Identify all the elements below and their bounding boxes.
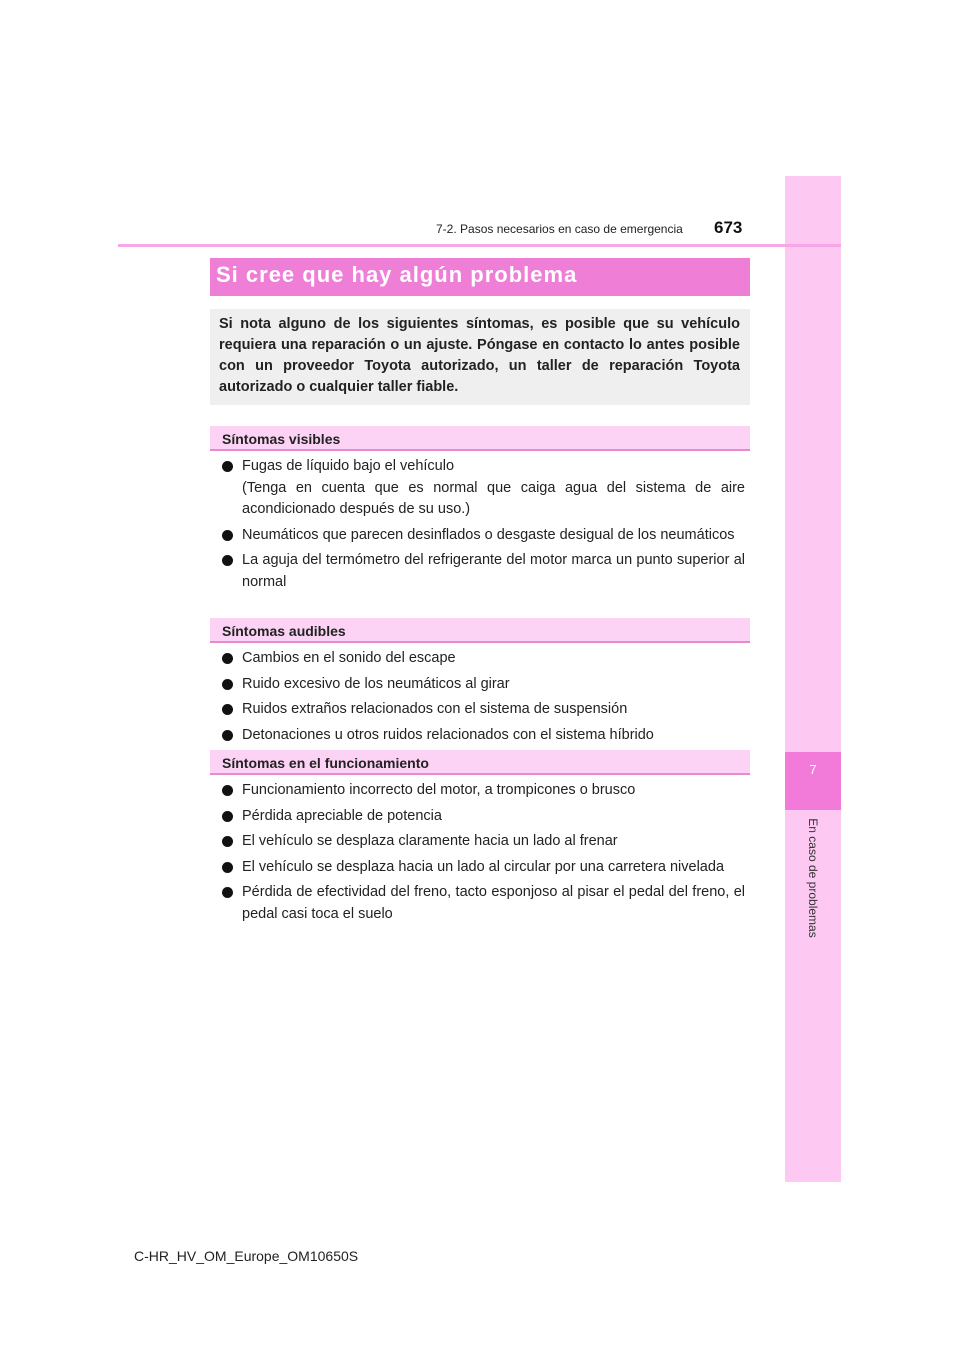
bullet-icon [222, 785, 233, 796]
subhead-operation-label: Síntomas en el funcionamiento [222, 755, 429, 771]
list-item [222, 525, 745, 547]
bullet-icon [222, 704, 233, 715]
chapter-side-tab [785, 176, 841, 1182]
subhead-audible-label: Síntomas audibles [222, 623, 346, 639]
bullet-icon [222, 555, 233, 566]
intro-text: Si nota alguno de los siguientes síntomas, es posible que su vehículo requiera una reparación o un ajuste. Póngase en contacto lo antes posible con un proveedor Toyota autorizado, un taller de reparación Toyota autorizado o cualquier taller fiable. [219, 316, 740, 395]
list-item [222, 550, 745, 593]
chapter-tab-marker[interactable] [785, 752, 841, 810]
list-item-text: Pérdida apreciable de potencia [242, 807, 442, 824]
list-item-text: Neumáticos que parecen desinflados o desgaste desigual de los neumáticos [242, 526, 735, 543]
list-item [222, 725, 745, 747]
list-item-text: Ruidos extraños relacionados con el sistema de suspensión [242, 701, 628, 717]
bullet-icon [222, 653, 233, 664]
bullet-icon [222, 530, 233, 541]
list-operation [222, 780, 745, 929]
list-item [222, 456, 745, 521]
list-item-text: El vehículo se desplaza hacia un lado al circular por una carretera nivelada [242, 858, 725, 875]
list-item-text: Ruido excesivo de los neumáticos al girar [242, 675, 510, 692]
list-item-text: Pérdida de efectividad del freno, tacto esponjoso al pisar el pedal del freno, el pedal casi toca el suelo [242, 884, 745, 922]
list-item [222, 674, 745, 696]
page-title: Si cree que hay algún problema [216, 262, 578, 287]
list-item [222, 699, 745, 721]
list-visible [222, 456, 745, 597]
list-item [222, 882, 745, 925]
list-item-text: Fugas de líquido bajo el vehículo (Tenga en cuenta que es normal que caiga agua del sistema de aire acondicionado después de su uso.) [242, 458, 745, 517]
header-rule [118, 244, 841, 247]
list-item [222, 806, 745, 828]
chapter-title: En caso de problemas [806, 818, 820, 938]
bullet-icon [222, 811, 233, 822]
list-item [222, 780, 745, 802]
bullet-icon [222, 461, 233, 472]
page-number: 673 [714, 218, 743, 237]
subhead-visible-label: Síntomas visibles [222, 431, 341, 447]
section-label: 7-2. Pasos necesarios en caso de emergencia [436, 222, 683, 236]
bullet-icon [222, 887, 233, 898]
bullet-icon [222, 730, 233, 741]
chapter-number: 7 [809, 762, 817, 777]
list-item [222, 648, 745, 670]
list-audible [222, 648, 745, 750]
list-item-text: El vehículo se desplaza claramente hacia un lado al frenar [242, 833, 618, 849]
list-item-text: Detonaciones u otros ruidos relacionados con el sistema híbrido [242, 726, 654, 743]
list-item-text: Cambios en el sonido del escape [242, 650, 456, 666]
list-item [222, 831, 745, 853]
bullet-icon [222, 836, 233, 847]
bullet-icon [222, 862, 233, 873]
document-code: C-HR_HV_OM_Europe_OM10650S [134, 1248, 359, 1264]
list-item-text: La aguja del termómetro del refrigerante del motor marca un punto superior al normal [242, 552, 745, 590]
bullet-icon [222, 679, 233, 690]
list-item [222, 857, 745, 879]
list-item-text: Funcionamiento incorrecto del motor, a trompicones o brusco [242, 782, 636, 798]
